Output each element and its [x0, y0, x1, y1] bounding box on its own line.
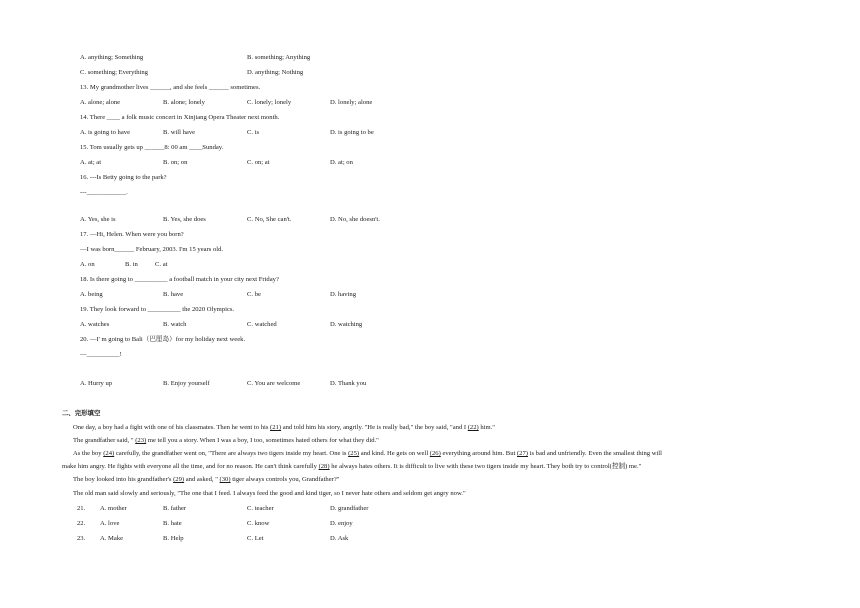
q18-stem: 18. Is there going to __________ a football match in your city next Friday? — [80, 276, 279, 283]
q20-option-d: D. Thank you — [330, 380, 367, 387]
q23-option-d: D. Ask — [330, 535, 349, 542]
q21-option-d: D. grandfather — [330, 505, 369, 512]
blank-26: (26) — [429, 450, 441, 457]
q21-option-a: A. mother — [100, 505, 127, 512]
q20-option-a: A. Hurry up — [80, 380, 113, 387]
q21-number: 21. — [77, 505, 86, 512]
q14-option-d: D. is going to be — [330, 129, 374, 136]
q20-option-b: B. Enjoy yourself — [163, 380, 210, 387]
q22-number: 22. — [77, 520, 86, 527]
q22-option-a: A. love — [100, 520, 120, 527]
passage-line-4: make him angry. He fights with everyone all the time, and for no reason. He can't think carefully (28) he always hates others. It is difficult to live with these two tigers inside my heart. They both try to control(控制) me." — [62, 463, 642, 470]
q18-option-b: B. have — [163, 291, 184, 298]
q16-option-a: A. Yes, she is — [80, 216, 116, 223]
q14-stem: 14. There ____ a folk music concert in Xinjiang Opera Theater next month. — [80, 114, 280, 121]
passage-line-3: As the boy (24) carefully, the grandfather went on, "There are always two tigers inside my heart. One is (25) and kind. He gets on well (26) everything around him. But (27) is bad and unfriendly. Even the smallest thing will — [73, 450, 662, 457]
q17-option-c: C. at — [155, 261, 168, 268]
blank-27: (27) — [516, 450, 528, 457]
q12-option-a: A. anything; Something — [80, 54, 144, 61]
passage-line-1: One day, a boy had a fight with one of his classmates. Then he went to his (21) and told him his story, angrily. "He is really bad," the boy said, "and I (22) him." — [73, 424, 495, 431]
blank-28: (28) — [318, 463, 330, 470]
q14-option-a: A. is going to have — [80, 129, 130, 136]
q19-option-b: B. watch — [163, 321, 187, 328]
q16-option-c: C. No, She can't. — [247, 216, 292, 223]
q12-option-c: C. something; Everything — [80, 69, 148, 76]
q14-option-b: B. will have — [163, 129, 196, 136]
q15-option-a: A. at; at — [80, 159, 102, 166]
q12-option-d: D. anything; Nothing — [247, 69, 304, 76]
q18-option-c: C. be — [247, 291, 261, 298]
blank-23: (23) — [135, 437, 147, 444]
q17-option-b: B. in — [125, 261, 138, 268]
q21-option-b: B. father — [163, 505, 187, 512]
passage-line-6: The old man said slowly and seriously, "The one that I feed. I always feed the good and kind tiger, so I never hate others and seldom get angry now." — [73, 490, 466, 497]
q16-option-d: D. No, she doesn't. — [330, 216, 380, 223]
blank-24: (24) — [103, 450, 115, 457]
q22-option-b: B. hate — [163, 520, 182, 527]
q13-option-b: B. alone; lonely — [163, 99, 205, 106]
q13-stem: 13. My grandmother lives ______, and she feels ______ sometimes. — [80, 84, 261, 91]
section-heading-cloze: 二、完形填空 — [62, 409, 101, 417]
q23-number: 23. — [77, 535, 86, 542]
blank-21: (21) — [270, 424, 282, 431]
q22-option-d: D. enjoy — [330, 520, 353, 527]
blank-22: (22) — [467, 424, 479, 431]
blank-30: (30) — [219, 476, 231, 483]
q17-line2: —I was born______ February, 2003. I'm 15 years old. — [80, 246, 224, 253]
q14-option-c: C. is — [247, 129, 260, 136]
blank-29: (29) — [173, 476, 185, 483]
q12-option-b: B. something; Anything — [247, 54, 311, 61]
q18-option-d: D. having — [330, 291, 357, 298]
passage-line-5: The boy looked into his grandfather's (29) and asked, " (30) tiger always controls you, Grandfather?" — [73, 476, 340, 483]
q20-stem: 20. —I' m going to Bali（巴厘岛）for my holiday next week. — [80, 336, 246, 343]
q16-answer-line: ---____________. — [80, 189, 128, 196]
q21-option-c: C. teacher — [247, 505, 274, 512]
q19-option-c: C. watched — [247, 321, 277, 328]
q19-stem: 19. They look forward to __________ the 2020 Olympics. — [80, 306, 235, 313]
q17-option-a: A. on — [80, 261, 95, 268]
q17-stem: 17. —Hi, Helen. When were you born? — [80, 231, 184, 238]
q13-option-a: A. alone; alone — [80, 99, 121, 106]
q15-option-d: D. at; on — [330, 159, 353, 166]
q15-stem: 15. Tom usually gets up ______8: 00 am ____Sunday. — [80, 144, 224, 151]
q15-option-b: B. on; on — [163, 159, 188, 166]
q23-option-c: C. Let — [247, 535, 264, 542]
q16-stem: 16. ---Is Betty going to the park? — [80, 174, 167, 181]
q20-answer-line: —__________! — [80, 351, 122, 358]
q19-option-a: A. watches — [80, 321, 110, 328]
q15-option-c: C. on; at — [247, 159, 270, 166]
q16-option-b: B. Yes, she does — [163, 216, 206, 223]
q18-option-a: A. being — [80, 291, 103, 298]
q20-option-c: C. You are welcome — [247, 380, 301, 387]
q13-option-c: C. lonely; lonely — [247, 99, 292, 106]
q13-option-d: D. lonely; alone — [330, 99, 373, 106]
q22-option-c: C. know — [247, 520, 270, 527]
blank-25: (25) — [348, 450, 360, 457]
q23-option-a: A. Make — [100, 535, 124, 542]
passage-line-2: The grandfather said, " (23) me tell you a story. When I was a boy, I too, sometimes hated others for what they did." — [73, 437, 379, 444]
q19-option-d: D. watching — [330, 321, 363, 328]
q23-option-b: B. Help — [163, 535, 184, 542]
